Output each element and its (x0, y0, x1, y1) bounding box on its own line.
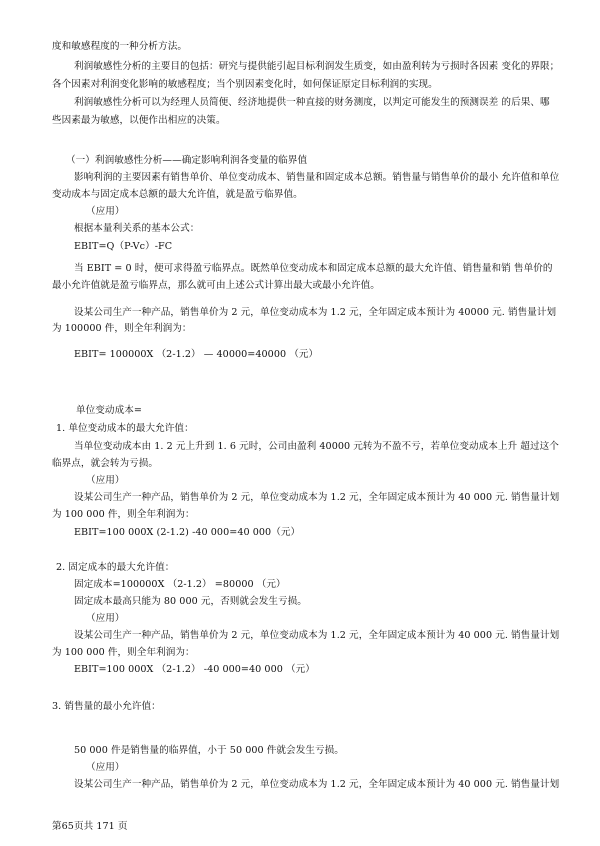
text-line: 设某公司生产一种产品，销售单价为 2 元，单位变动成本为 1.2 元，全年固定成本预计为 40000 元. 销售量计划 (74, 307, 557, 318)
text-line: 为 100 000 件，则全年利润为： (52, 647, 195, 658)
formula-line: EBIT=100 000X （2-1.2） -40 000=40 000 （元） (74, 664, 315, 675)
text-line: 些因素最为敏感，以便作出相应的决策。 (52, 115, 226, 126)
page-number-footer: 第65页共 171 页 (52, 821, 128, 832)
text-line: 最小允许值就是盈亏临界点，那么就可由上述公式计算出最大或最小允许值。 (52, 280, 380, 291)
numbered-heading: 3. 销售量的最小允许值： (52, 701, 161, 712)
formula-line: EBIT= 100000X （2-1.2） — 40000=40000 （元） (74, 349, 319, 360)
formula-line: EBIT=Q（P-Vc）-FC (74, 241, 173, 252)
text-line: 当 EBIT = 0 时，便可求得盈亏临界点。既然单位变动成本和固定成本总额的最大允许值、销售量和销 售单价的 (74, 263, 553, 274)
numbered-heading: 2. 固定成本的最大允许值： (56, 562, 175, 573)
numbered-heading: 1. 单位变动成本的最大允许值： (56, 423, 194, 434)
formula-line: EBIT=100 000X (2-1.2) -40 000=40 000（元） (74, 527, 301, 538)
text-line: 利润敏感性分析的主要目的包括：研究与提供能引起目标利润发生质变，如由盈利转为亏损时各因素 变化的界限； (74, 61, 560, 72)
text-line: 影响利润的主要因素有销售单价、单位变动成本、销售量和固定成本总额。销售量与销售单价的最小 允许值和单位 (74, 172, 560, 183)
text-line: 根据本量利关系的基本公式： (74, 223, 200, 234)
text-line: 度和敏感程度的一种分析方法。 (52, 41, 188, 52)
text-line: 固定成本最高只能为 80 000 元，否则就会发生亏损。 (74, 596, 307, 607)
text-line: 设某公司生产一种产品，销售单价为 2 元，单位变动成本为 1.2 元，全年固定成本预计为 40 000 元. 销售量计划 (74, 630, 560, 641)
text-line: （应用） (86, 762, 125, 773)
text-line: 临界点，就会转为亏损。 (52, 458, 159, 469)
text-line: （应用） (86, 613, 125, 624)
text-line: 单位变动成本= (76, 405, 142, 416)
text-line: 为 100 000 件，则全年利润为： (52, 509, 195, 520)
text-line: 设某公司生产一种产品，销售单价为 2 元，单位变动成本为 1.2 元，全年固定成本预计为 40 000 元. 销售量计划 (74, 492, 560, 503)
text-line: 为 100000 件，则全年利润为： (52, 323, 192, 334)
formula-line: 固定成本=100000X （2-1.2） =80000 （元） (74, 579, 286, 590)
text-line: 各个因素对利润变化影响的敏感程度；当个别因素变化时，如何保证原定目标利润的实现。 (52, 79, 438, 90)
text-line: （应用） (86, 206, 125, 217)
text-line: 利润敏感性分析可以为经理人员简便、经济地提供一种直接的财务测度，以判定可能发生的预测误差 的后果、哪 (74, 97, 550, 108)
section-heading: （一）利润敏感性分析——确定影响利润各变量的临界值 (66, 155, 308, 166)
text-line: 当单位变动成本由 1. 2 元上升到 1. 6 元时，公司由盈利 40000 元转为不盈不亏，若单位变动成本上升 超过这个 (74, 441, 559, 452)
text-line: （应用） (86, 475, 125, 486)
text-line: 设某公司生产一种产品，销售单价为 2 元，单位变动成本为 1.2 元，全年固定成本预计为 40 000 元. 销售量计划 (74, 779, 560, 790)
text-line: 变动成本与固定成本总额的最大允许值，就是盈亏临界值。 (52, 189, 303, 200)
text-line: 50 000 件是销售量的临界值，小于 50 000 件就会发生亏损。 (74, 745, 344, 756)
